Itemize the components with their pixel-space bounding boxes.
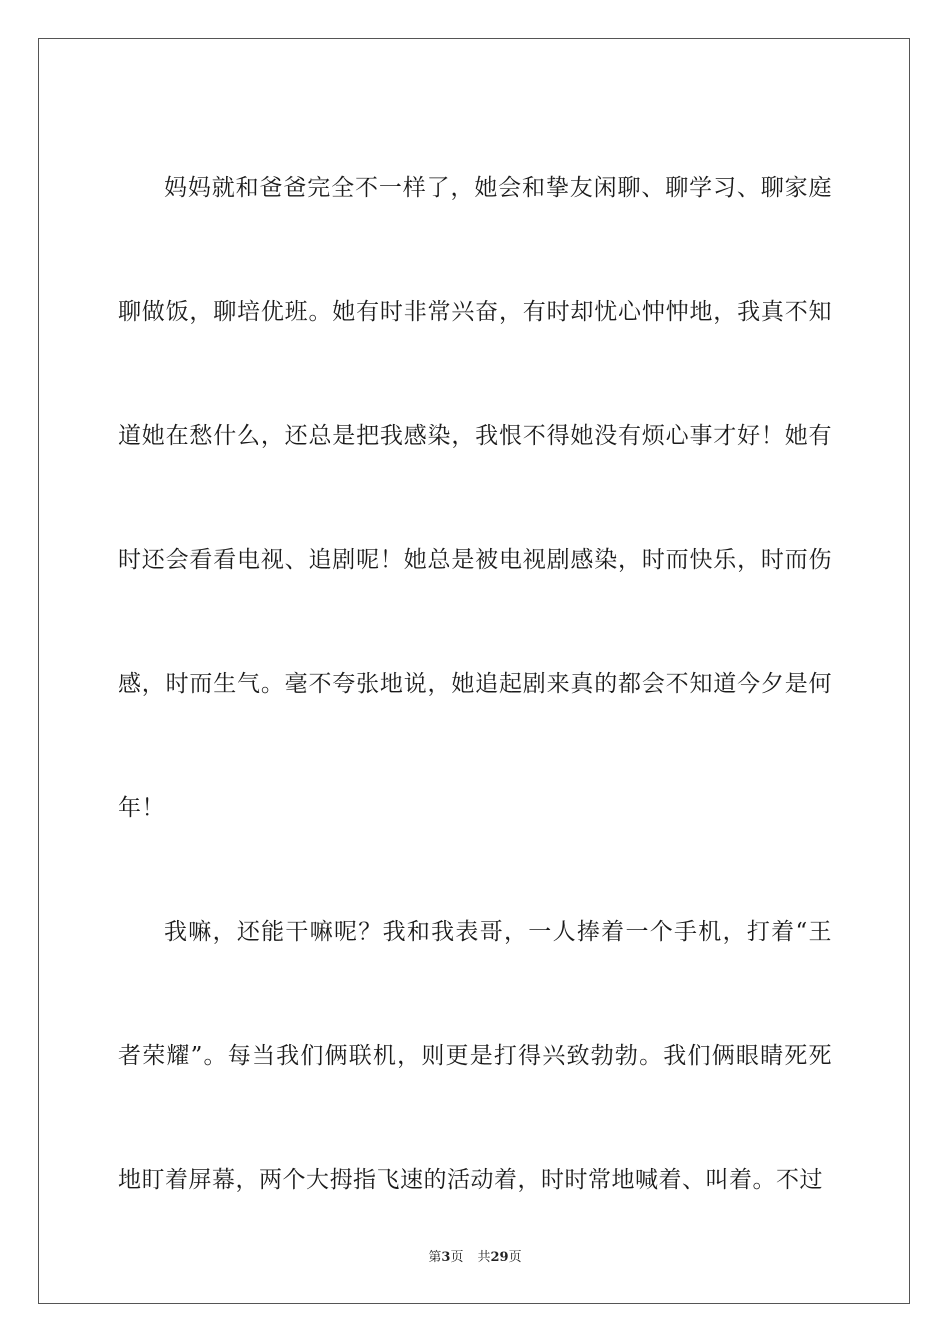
document-body xyxy=(118,126,832,1242)
paragraph-1: 妈妈就和爸爸完全不一样了，她会和挚友闲聊、聊学习、聊家庭聊做饭，聊培优班。她有时非常兴奋，有时却忧心忡忡地，我真不知道她在愁什么，还总是把我感染，我恨不得她没有烦心事才好！她有时还会看看电视、追剧呢！她总是被电视剧感染，时而快乐，时而伤感，时而生气。毫不夸张地说，她追起剧来真的都会不知道今夕是何年！ xyxy=(118,175,832,821)
total-suffix: 页 xyxy=(508,1250,522,1265)
page-suffix: 页 xyxy=(450,1250,464,1265)
page-prefix: 第 xyxy=(428,1250,442,1265)
page-number: 3 xyxy=(441,1250,451,1265)
page-footer xyxy=(0,1246,950,1265)
total-pages: 29 xyxy=(490,1250,509,1265)
total-prefix: 共 xyxy=(477,1250,491,1265)
paragraph-2: 我嘛，还能干嘛呢？我和我表哥，一人捧着一个手机，打着“王者荣耀”。每当我们俩联机，则更是打得兴致勃勃。我们俩眼睛死死地盯着屏幕，两个大拇指飞速的活动着，时时常地喊着、叫着。不过 xyxy=(118,919,832,1193)
